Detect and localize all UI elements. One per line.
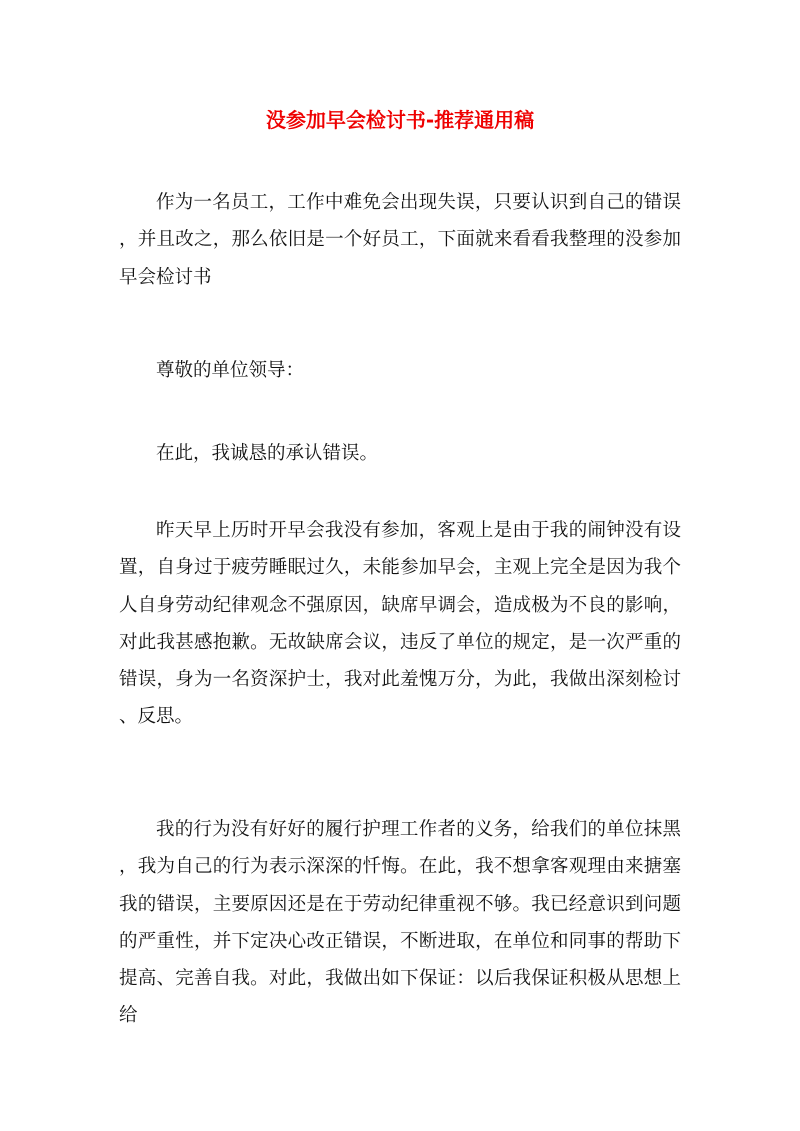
paragraph-intro: 作为一名员工，工作中难免会出现失误，只要认识到自己的错误，并且改之，那么依旧是一个好员工，下面就来看看我整理的没参加早会检讨书: [119, 192, 681, 288]
paragraph-reflection: 我的行为没有好好的履行护理工作者的义务，给我们的单位抹黑，我为自己的行为表示深深的忏悔。在此，我不想拿客观理由来搪塞我的错误，主要原因还是在于劳动纪律重视不够。我已经意识到问题的严重性，并下定决心改正错误，不断进取，在单位和同事的帮助下提高、完善自我。对此，我做出如下保证：以后我保证积极从思想上给: [119, 819, 681, 1027]
paragraph-admission: 在此，我诚恳的承认错误。: [156, 443, 379, 464]
document-title: 没参加早会检讨书-推荐通用稿: [265, 108, 535, 132]
paragraph-salutation: 尊敬的单位领导：: [156, 360, 305, 381]
paragraph-explanation: 昨天早上历时开早会我没有参加，客观上是由于我的闹钟没有设置，自身过于疲劳睡眠过久，未能参加早会，主观上完全是因为我个人自身劳动纪律观念不强原因，缺席早调会，造成极为不良的影响，对此我甚感抱歉。无故缺席会议，违反了单位的规定，是一次严重的错误，身为一名资深护士，我对此羞愧万分，为此，我做出深刻检讨、反思。: [119, 520, 681, 728]
